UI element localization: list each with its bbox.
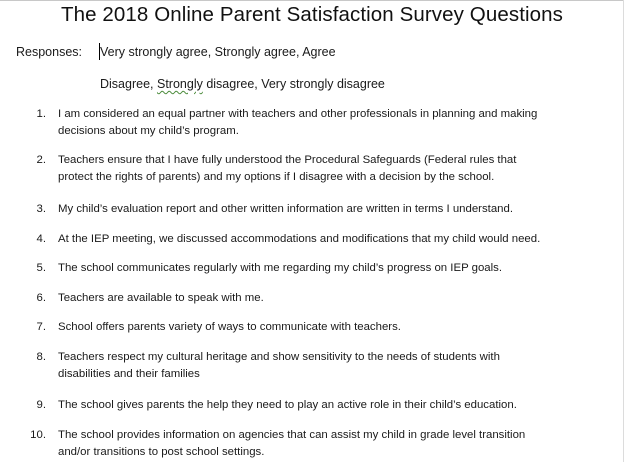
question-text bbox=[58, 397, 603, 414]
question-number: 5. bbox=[36, 262, 46, 274]
question-text bbox=[58, 349, 603, 383]
question-number: 7. bbox=[36, 321, 46, 333]
question-number: 1. bbox=[36, 108, 46, 120]
responses-disagree-prefix: Disagree, bbox=[100, 77, 157, 91]
spellcheck-flagged-word[interactable]: Strongly bbox=[156, 77, 203, 91]
question-text-line: and/or transitions to post school settings. bbox=[58, 446, 265, 458]
question-number: 6. bbox=[36, 292, 46, 304]
question-text-line: disabilities and their families bbox=[58, 368, 200, 380]
question-text bbox=[58, 319, 603, 336]
question-text-line: School offers parents variety of ways to communicate with teachers. bbox=[58, 321, 401, 333]
question-text bbox=[58, 427, 603, 461]
question-number: 8. bbox=[36, 351, 46, 363]
question-text-line: decisions about my child’s program. bbox=[58, 125, 239, 137]
page-top-border bbox=[0, 0, 624, 1]
question-text-line: The school provides information on agencies that can assist my child in grade level transition bbox=[58, 429, 526, 441]
question-text-line: My child’s evaluation report and other written information are written in terms I understand. bbox=[58, 203, 514, 215]
question-text-line: I am considered an equal partner with teachers and other professionals in planning and making bbox=[58, 108, 538, 120]
question-text-line: The school communicates regularly with me regarding my child’s progress on IEP goals. bbox=[58, 262, 503, 274]
question-text bbox=[58, 231, 603, 248]
responses-agree-options[interactable]: Very strongly agree, Strongly agree, Agree bbox=[100, 45, 336, 59]
question-text bbox=[58, 260, 603, 277]
question-text-line: The school gives parents the help they need to play an active role in their child’s education. bbox=[58, 399, 517, 411]
question-number: 4. bbox=[36, 233, 46, 245]
question-text bbox=[58, 152, 603, 186]
question-number: 3. bbox=[36, 203, 46, 215]
question-number: 10. bbox=[30, 429, 46, 441]
question-text bbox=[58, 290, 603, 307]
question-text-line: Teachers are available to speak with me. bbox=[58, 292, 264, 304]
question-text-line: Teachers ensure that I have fully understood the Procedural Safeguards (Federal rules that bbox=[58, 154, 517, 166]
document-title: The 2018 Online Parent Satisfaction Survey Questions bbox=[60, 3, 564, 26]
question-text bbox=[58, 201, 603, 218]
question-text-line: At the IEP meeting, we discussed accommodations and modifications that my child would need. bbox=[58, 233, 541, 245]
responses-disagree-options[interactable] bbox=[100, 77, 385, 91]
question-text-line: Teachers respect my cultural heritage and show sensitivity to the needs of students with bbox=[58, 351, 500, 363]
question-number: 2. bbox=[36, 154, 46, 166]
responses-disagree-suffix: disagree, Very strongly disagree bbox=[202, 77, 385, 91]
responses-label: Responses: bbox=[16, 45, 83, 59]
question-number: 9. bbox=[36, 399, 46, 411]
question-text-line: protect the rights of parents) and my options if I disagree with a decision by the school. bbox=[58, 171, 495, 183]
question-text bbox=[58, 106, 603, 140]
